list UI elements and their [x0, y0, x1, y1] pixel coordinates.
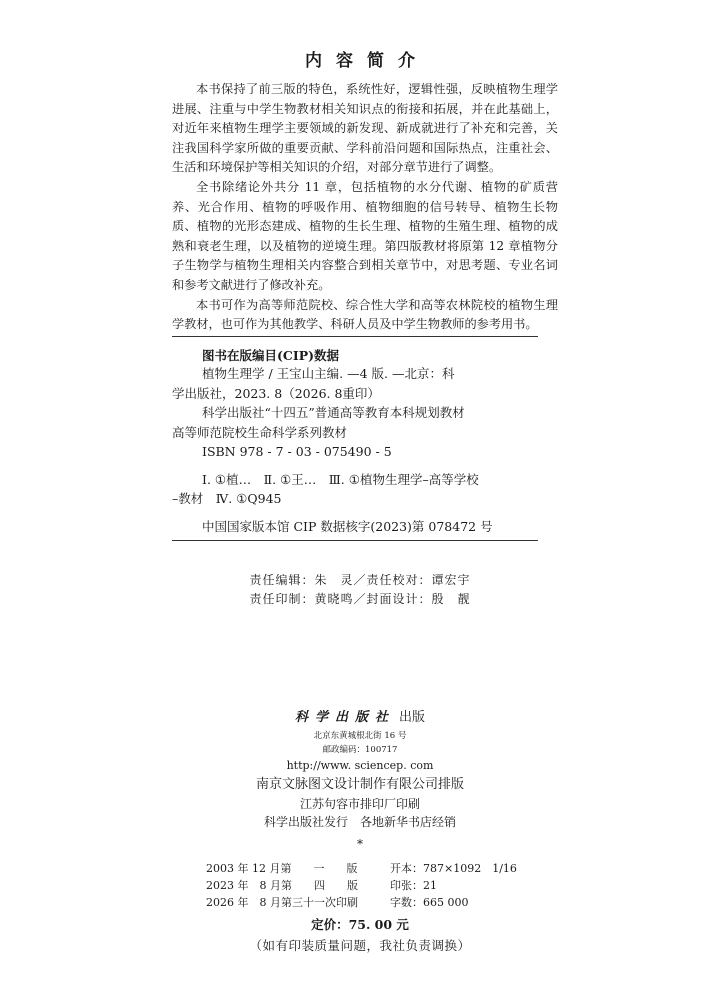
editors-credits [0, 571, 720, 609]
publisher-block [0, 706, 720, 851]
cip-series-line: 科学出版社“十四五”普通高等教育本科规划教材 [202, 405, 465, 420]
separator-star: * [357, 837, 363, 851]
summary-title: 内容简介 [305, 51, 429, 71]
cip-classification: Ⅰ. ①植… Ⅱ. ①王… Ⅲ. ①植物生理学–高等学校 [202, 471, 479, 487]
summary-paragraph: 全书除绪论外共分 11 章，包括植物的水分代谢、植物的矿质营养、光合作用、植物的呼吸作用、植物细胞的信号转导、植物生长物质、植物的光形态建成、植物的生长生理、植物的生殖生理、植物的成熟和衰老生理，以及植物的逆境生理。第四版教材将原第 12 章植物分子生物学与植物生理相关内容整合到相关章节中，对思考题、专业名词和参考文献进行了修改补充。 [172, 179, 558, 292]
edition-row [206, 877, 536, 894]
edition-info: 2003 年 12 月第 一 版 [206, 862, 358, 875]
cip-heading: 图书在版编目(CIP)数据 [202, 348, 340, 363]
format-info: 字数：665 000 [390, 896, 469, 909]
cip-title-line-cont: 学出版社，2023. 8（2026. 8重印） [172, 385, 380, 401]
format-info: 印张：21 [390, 879, 437, 892]
edition-info: 2026 年 8 月第三十一次印刷 [206, 896, 358, 909]
cip-classification-cont: –教材 Ⅳ. ①Q945 [172, 491, 282, 506]
divider [172, 540, 538, 541]
summary-body [172, 80, 558, 335]
publisher-url: http://www. sciencep. com [286, 759, 434, 772]
distribution-info: 科学出版社发行 各地新华书店经销 [263, 815, 456, 829]
edition-table [206, 860, 536, 911]
edition-row [206, 894, 536, 911]
cip-title-line: 植物生理学 / 王宝山主编. —4 版. —北京：科 [202, 366, 455, 381]
publisher-postcode: 邮政编码：100717 [322, 745, 398, 755]
printing-info: 江苏句容市排印厂印刷 [299, 797, 420, 811]
publisher-logo: 科学出版社 [294, 710, 395, 725]
cip-archive-number: 中国国家版本馆 CIP 数据核字(2023)第 078472 号 [202, 518, 493, 534]
format-info: 开本：787×1092 1/16 [390, 862, 517, 875]
editors-line: 责任印制：黄晓鸣／封面设计：殷 靓 [249, 592, 471, 606]
summary-paragraph: 本书保持了前三版的特色，系统性好，逻辑性强，反映植物生理学进展、注重与中学生物教材相关知识点的衔接和拓展，并在此基础上，对近年来植物生理学主要领域的新发现、新成就进行了补充和完善，关注我国科学家所做的重要贡献、学科前沿问题和国际热点，注重社会、生活和环境保护等相关知识的介绍，对部分章节进行了调整。 [172, 82, 558, 175]
publisher-address: 北京东黄城根北街 16 号 [313, 731, 407, 741]
cip-series-line: 高等师范院校生命科学系列教材 [172, 424, 348, 440]
edition-row [206, 860, 536, 877]
summary-paragraph: 本书可作为高等师范院校、综合性大学和高等农林院校的植物生理学教材，也可作为其他教学、科研人员及中学生物教师的参考用书。 [172, 297, 558, 332]
publisher-name [0, 706, 720, 725]
cip-isbn: ISBN 978 - 7 - 03 - 075490 - 5 [202, 444, 392, 459]
cip-block [172, 336, 538, 541]
price: 定价：75. 00 元 [311, 917, 409, 932]
editors-line: 责任编辑：朱 灵／责任校对：谭宏宇 [249, 573, 471, 587]
divider [172, 336, 538, 337]
typesetting-info: 南京文脉图文设计制作有限公司排版 [255, 777, 464, 792]
publisher-suffix: 出版 [399, 710, 426, 725]
edition-info: 2023 年 8 月第 四 版 [206, 879, 358, 892]
quality-notice: （如有印装质量问题，我社负责调换） [249, 938, 471, 953]
